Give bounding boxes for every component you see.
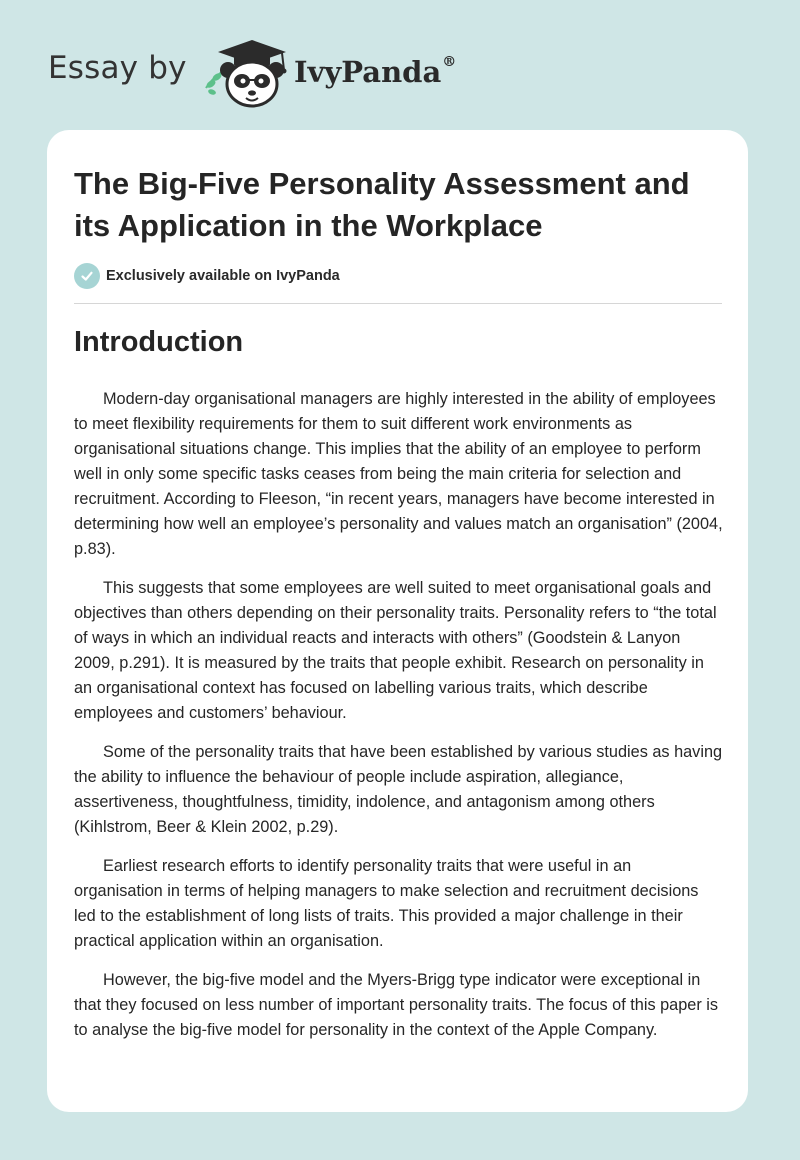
paragraph-1: Modern-day organisational managers are highly interested in the ability of employees to meet flexibility requirements for them to suit different work environments as organisational situations change. This implies that the ability of an employee to perform well in only some specific tasks ceases from being the main criteria for selection and recruitment. According to Fleeson, “in recent years, managers have become interested in determining how well an employee’s personality and values match an organisation” (2004, p.83). [74, 390, 723, 558]
exclusive-badge-text: Exclusively available on IvyPanda [106, 268, 340, 284]
panda-graduate-icon[interactable] [202, 30, 292, 110]
brand-name[interactable]: IvyPanda® [294, 54, 457, 89]
site-header [48, 30, 748, 110]
paragraph-3: Some of the personality traits that have been established by various studies as having the ability to influence the behaviour of people include aspiration, allegiance, assertiveness, thoughtfulness, timidity, indolence, and antagonism among others (Kihlstrom, Beer & Klein 2002, p.29). [74, 743, 723, 836]
paragraph-4: Earliest research efforts to identify personality traits that were useful in an organisation in terms of helping managers to make selection and recruitment decisions led to the establishment of long lists of traits. This provided a major challenge in their practical application within an organisation. [74, 857, 699, 950]
check-icon [74, 263, 100, 289]
exclusive-badge [74, 263, 340, 289]
section-heading-introduction: Introduction [74, 326, 244, 358]
essay-by-label: Essay by [48, 50, 187, 86]
essay-card [47, 130, 748, 1112]
paragraph-2: This suggests that some employees are well suited to meet organisational goals and objectives than others depending on their personality traits. Personality refers to “the total of ways in which an individual reacts and interacts with others” (Goodstein & Lanyon 2009, p.291). It is measured by the traits that people exhibit. Research on personality in an organisational context has focused on labelling various traits, which describe employees and customers’ behaviour. [74, 579, 717, 722]
registered-mark: ® [442, 54, 457, 70]
paragraph-5: However, the big-five model and the Myers-Brigg type indicator were exceptional in that they focused on less number of important personality traits. The focus of this paper is to analyse the big-five model for personality in the context of the Apple Company. [74, 971, 719, 1039]
essay-body [74, 387, 724, 1057]
essay-title: The Big-Five Personality Assessment and its Application in the Workplace [74, 166, 690, 243]
divider [74, 303, 722, 304]
